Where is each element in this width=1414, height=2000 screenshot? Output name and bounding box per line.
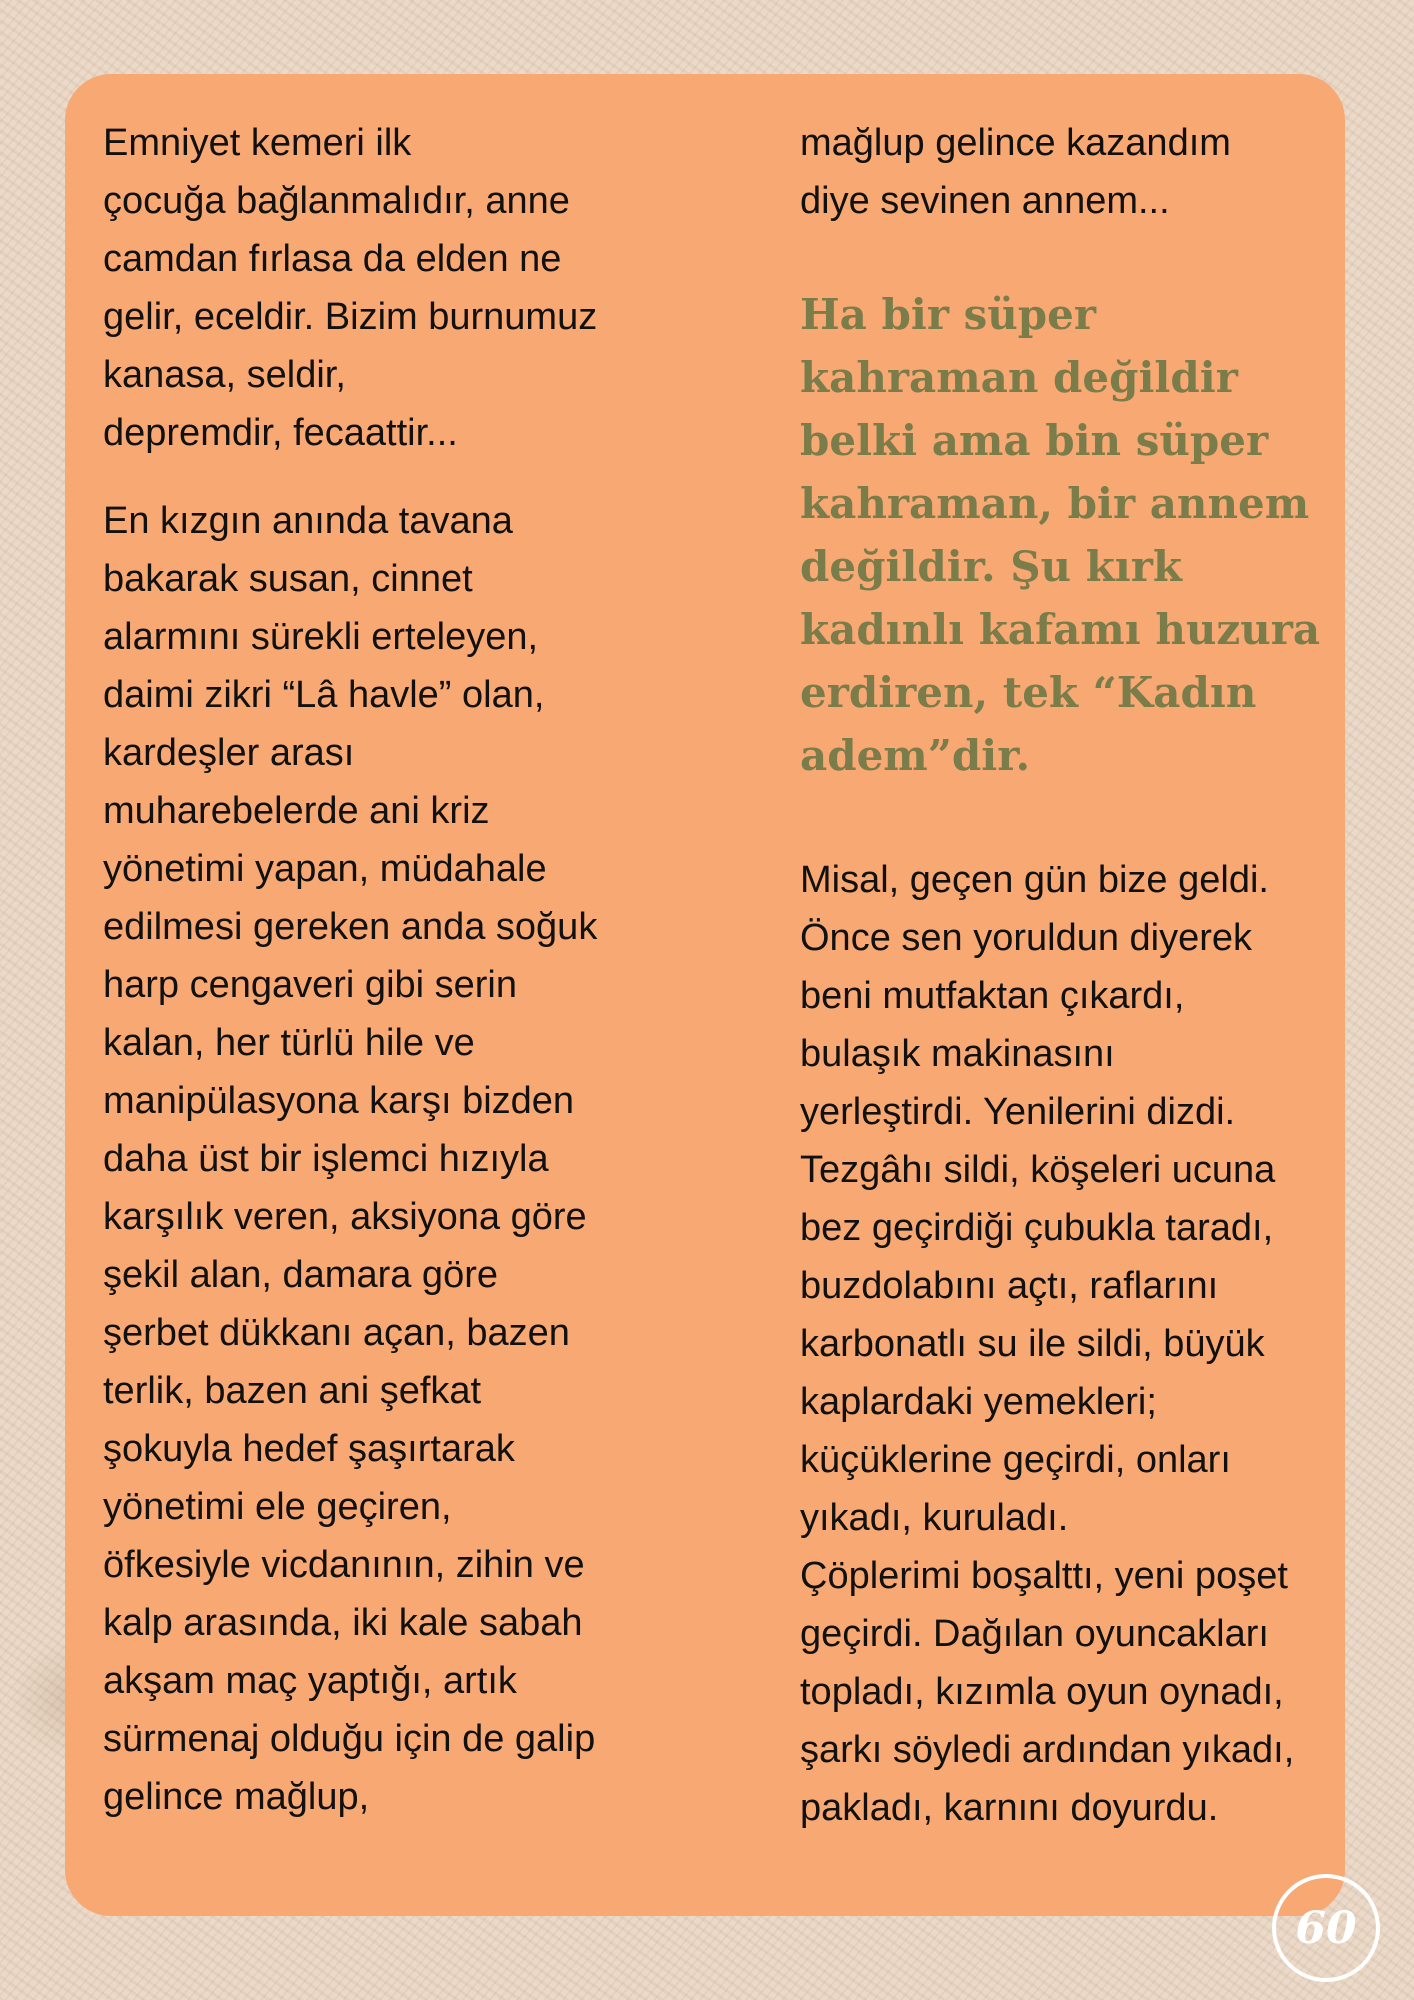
page-number: 60 (1295, 1902, 1357, 1954)
body-paragraph: En kızgın anında tavana bakarak susan, cinnet alarmını sürekli erteleyen, daimi zikri “Lâ havle” olan, kardeşler arası muharebelerde ani kriz yönetimi yapan, müdahale edilmesi gereken anda soğuk harp cengaveri gibi serin kalan, her türlü hile ve manipülasyona karşı bizden daha üst bir işlemci hızıyla karşılık veren, aksiyona göre şekil alan, damara göre şerbet dükkanı açan, bazen terlik, bazen ani şefkat şokuyla hedef şaşırtarak yönetimi ele geçiren, öfkesiyle vicdanının, zihin ve kalp arasında, iki kale sabah akşam maç yaptığı, artık sürmenaj olduğu için de galip gelince mağlup, (103, 500, 598, 1818)
left-column (103, 114, 673, 1826)
body-paragraph: Emniyet kemeri ilk çocuğa bağlanmalıdır, anne camdan fırlasa da elden ne gelir, eceldir. Bizim burnumuz kanasa, seldir, depremdir, fecaattir... (103, 122, 598, 454)
pull-quote: Ha bir süper kahraman değildir belki ama bin süper kahraman, bir annem değildir. Şu kırk kadınlı kafamı huzura erdiren, tek “Kadın adem”dir. (800, 290, 1321, 780)
page-number-badge (1272, 1874, 1380, 1982)
body-paragraph: mağlup gelince kazandım diye sevinen annem... (800, 122, 1231, 222)
body-paragraph: Misal, geçen gün bize geldi. Önce sen yoruldun diyerek beni mutfaktan çıkardı, bulaşık makinasını yerleştirdi. Yenilerini dizdi. Tezgâhı sildi, köşeleri ucuna bez geçirdiği çubukla taradı, buzdolabını açtı, raflarını karbonatlı su ile sildi, büyük kaplardaki yemekleri; küçüklerine geçirdi, onları yıkadı, kuruladı. Çöplerimi boşalttı, yeni poşet geçirdi. Dağılan oyuncakları topladı, kızımla oyun oynadı, şarkı söyledi ardından yıkadı, pakladı, karnını doyurdu. (800, 859, 1295, 1829)
right-column (800, 114, 1345, 1837)
